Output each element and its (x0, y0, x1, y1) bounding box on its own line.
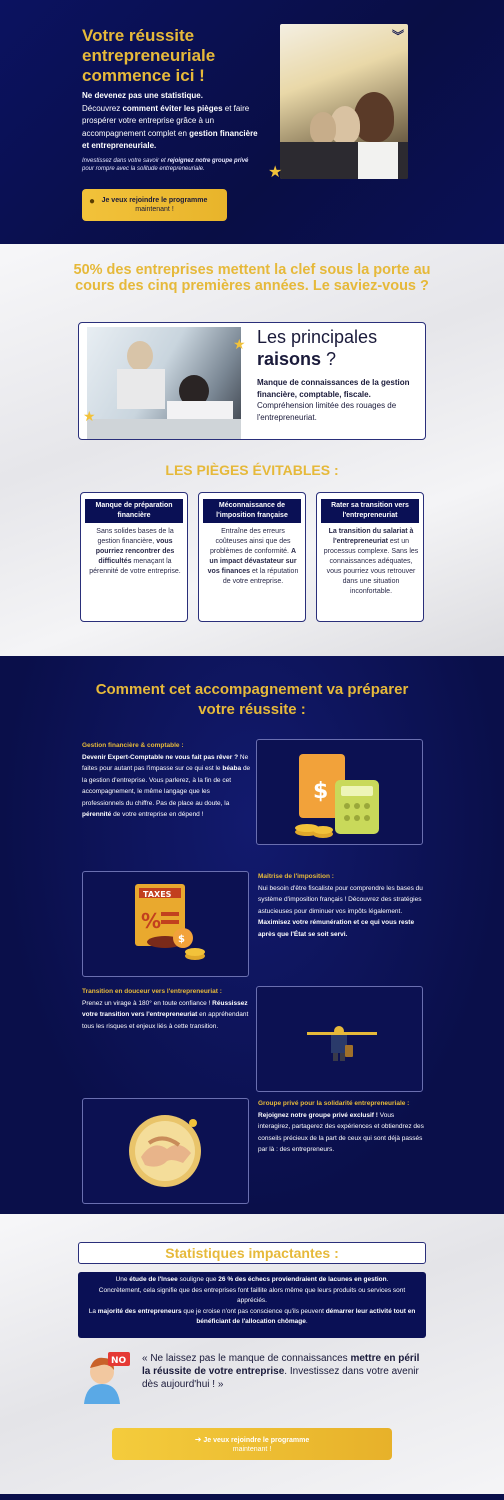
avatar-no-icon (80, 1348, 136, 1404)
stats-box (78, 1272, 426, 1338)
hero-intro-strong-b: comment éviter les pièges (122, 103, 223, 113)
star-icon: ★ (83, 408, 96, 424)
feature-transition-text (82, 986, 252, 1032)
cta-top-line2: maintenant ! (135, 206, 174, 213)
cta-top-line1: Je veux rejoindre le programme (101, 197, 208, 204)
reason-item-1: Manque de connaissances de la gestion financière, comptable, fiscale. (257, 378, 410, 399)
svg-text:$: $ (313, 779, 329, 804)
feature-body-b: béaba (222, 765, 242, 772)
hero-intro-strong-d: gestion financière et entrepreneuriale. (82, 128, 258, 150)
taxes-icon (83, 872, 250, 978)
calculator-dollar-icon (257, 740, 424, 846)
feature-finance-text (82, 740, 252, 821)
pitfall-card (198, 492, 306, 622)
problem-section (0, 244, 504, 656)
pitfall-text-a: Entraîne des erreurs coûteuses ainsi que des problèmes de conformité. (210, 528, 291, 555)
stats-text-c: souligne que (177, 1276, 219, 1283)
reasons-heading: Les principales (257, 327, 378, 347)
pitfall-text (87, 527, 183, 577)
quote-c: . Investissez dans votre avenir dès aujourd'hui ! » (142, 1366, 419, 1390)
pitfall-text-c: menaçant la pérennité de votre entreprise. (89, 558, 181, 575)
solution-title: Comment cet accompagnement va préparer votre réussite : (95, 681, 409, 718)
hero-intro-text-c: et faire prospérer votre entreprise grâce à un accompagnement complet en (82, 103, 250, 138)
hero-section (0, 0, 504, 244)
stats-text-2: Concrètement, cela signifie que des entreprises font faillite alors même que leurs produits ou services sont appréciés. (98, 1286, 406, 1304)
pitfalls-title: LES PIÈGES ÉVITABLES : (165, 462, 339, 478)
finance-illustration-box (256, 739, 423, 845)
stats-text-3b: majorité des entrepreneurs (97, 1307, 182, 1315)
feature-body-a: Vous interagirez, partagerez des expériences et obtiendrez des conseils précieux de la part de ceux qui sont déjà passés par là : des entrepreneurs. (258, 1111, 424, 1153)
chevron-down-icon[interactable]: ︾ (392, 29, 405, 43)
stressed-entrepreneur-photo (87, 327, 241, 439)
pitfall-text-strong: vous pourriez rencontrer des difficultés (95, 538, 175, 565)
solution-section (0, 656, 504, 1214)
coin-icon: ● (89, 196, 96, 207)
feature-strong: Réussissez votre transition vers l'entrepreneuriat (82, 999, 248, 1018)
feature-strong: Devenir Expert-Comptable ne vous fait pas rêver ? (82, 753, 239, 761)
pitfall-text (205, 527, 301, 587)
feature-body-a: Ne faites pour autant pas l'impasse sur ce qui est le (82, 753, 249, 772)
cta-bottom-line2: maintenant ! (232, 1446, 272, 1453)
pitfall-text-strong: A un impact dévastateur sur vos finances (207, 548, 297, 575)
businessman-icon (257, 987, 424, 1093)
stats-text-e: . (386, 1276, 389, 1283)
hero-title: Votre réussite entrepreneuriale commence ici ! (82, 26, 216, 85)
stats-text-3c: que je croise n'ont pas conscience qu'ils peuvent (181, 1307, 326, 1315)
stats-text-a: Une (115, 1276, 130, 1283)
pitfall-text (323, 527, 419, 597)
stats-section (0, 1214, 504, 1500)
reasons-list (257, 377, 421, 423)
transition-illustration-box (256, 986, 423, 1092)
pitfall-text-c: et la réputation de votre entreprise. (222, 568, 299, 585)
pitfall-heading: Méconnaissance de l'imposition française (203, 499, 301, 523)
hero-invite-c: pour rompre avec la solitude entrepreneuriale. (82, 166, 205, 172)
cta-bottom-line1: Je veux rejoindre le programme (203, 1437, 310, 1444)
star-icon: ★ (233, 336, 246, 352)
svg-text:$: $ (178, 934, 185, 945)
stats-text-3d: démarrer leur activité tout en bénéficiant de l'allocation chômage (196, 1307, 416, 1325)
hero-invite (82, 157, 260, 173)
pitfall-heading: Rater sa transition vers l'entrepreneuriat (321, 499, 419, 523)
feature-strong: Rejoignez notre groupe privé exclusif ! (258, 1111, 378, 1119)
pitfall-text-strong: La transition du salariat à l'entrepreneuriat (328, 528, 414, 545)
feature-group-text (258, 1098, 426, 1156)
hero-intro (82, 90, 260, 153)
arrow-right-icon: ➜ (194, 1435, 202, 1444)
no-badge: NO (111, 1356, 127, 1366)
hero-intro-text-a: Découvrez (82, 103, 123, 113)
feature-label: Gestion financière & comptable : (82, 742, 184, 749)
join-program-button-bottom[interactable] (112, 1428, 392, 1460)
pitfall-card (80, 492, 188, 622)
reason-item-2: Compréhension limitée des rouages de l'entrepreneuriat. (257, 401, 397, 422)
quote-b: mettre en péril la réussite de votre entreprise (142, 1353, 420, 1377)
hero-team-photo (280, 24, 408, 179)
taxes-label: TAXES (143, 890, 172, 899)
hero-intro-lead: Ne devenez pas une statistique. (82, 91, 203, 100)
feature-body-a: Prenez un virage à 180° en toute confiance ! (82, 999, 213, 1007)
stats-title: Statistiques impactantes : (78, 1242, 426, 1264)
stats-text-b: étude de l'Insee (129, 1276, 178, 1283)
stats-text-3e: . (305, 1318, 308, 1325)
pitfall-card (316, 492, 424, 622)
star-icon: ★ (268, 164, 283, 181)
failure-stat-title: 50% des entreprises mettent la clef sous la porte au cours des cinq premières années. Le saviez-vous ? (73, 262, 431, 294)
pitfall-text-a: Sans solides bases de la gestion financière, (96, 528, 174, 545)
join-program-button-top[interactable] (82, 189, 227, 221)
reasons-heading-strong (257, 349, 336, 369)
feature-strong: Maximisez votre rémunération et ce qui vous reste après que l'État se soit servi. (258, 919, 415, 938)
feature-label: Groupe privé pour la solidarité entrepreneuriale : (258, 1100, 410, 1107)
svg-text:%: % (141, 909, 162, 933)
reasons-heading-word: raisons (257, 349, 322, 369)
handshake-group-icon (83, 1099, 250, 1205)
hero-invite-b: rejoignez notre groupe privé (167, 158, 249, 164)
feature-label: Maîtrise de l'imposition : (258, 873, 334, 880)
feature-body-c: de la gestion d'entreprise. Vous parlerez, à la fin de cet accompagnement, le même langage que les professionnels du chiffre. Pas de place au doute, la (82, 765, 251, 807)
pitfall-text-c: est un processus complexe. Sans les connaissances adéquates, vous pourriez vous retrouver dans une situation inconfortable. (323, 538, 419, 595)
quote-a: « Ne laissez pas le manque de connaissances (142, 1353, 351, 1364)
reasons-card (78, 322, 426, 440)
feature-label: Transition en douceur vers l'entrepreneuriat : (82, 988, 222, 995)
stats-text-3a: La (88, 1307, 98, 1315)
pitfall-heading: Manque de préparation financière (85, 499, 183, 523)
feature-body-a: Nui besoin d'être fiscaliste pour comprendre les bases du système d'imposition français ! Découvrez des stratégies astucieuses pour diminuer vos impôts légalement. (258, 884, 423, 915)
closing-quote (142, 1352, 420, 1391)
stats-text-d: 26 % des échecs proviendraient de lacunes en gestion (218, 1276, 387, 1283)
taxes-illustration-box (82, 871, 249, 977)
reasons-heading-mark: ? (321, 349, 337, 369)
feature-tax-text (258, 871, 426, 940)
feature-body-d: pérennité (82, 811, 112, 818)
hero-invite-a: Investissez dans votre savoir et (82, 158, 168, 164)
feature-body-e: de votre entreprise en dépend ! (111, 811, 204, 818)
footer-strip (0, 1494, 504, 1500)
group-illustration-box (82, 1098, 249, 1204)
feature-body-b: en appréhendant tous les risques et enjeux liés à cette transition. (82, 1011, 249, 1030)
